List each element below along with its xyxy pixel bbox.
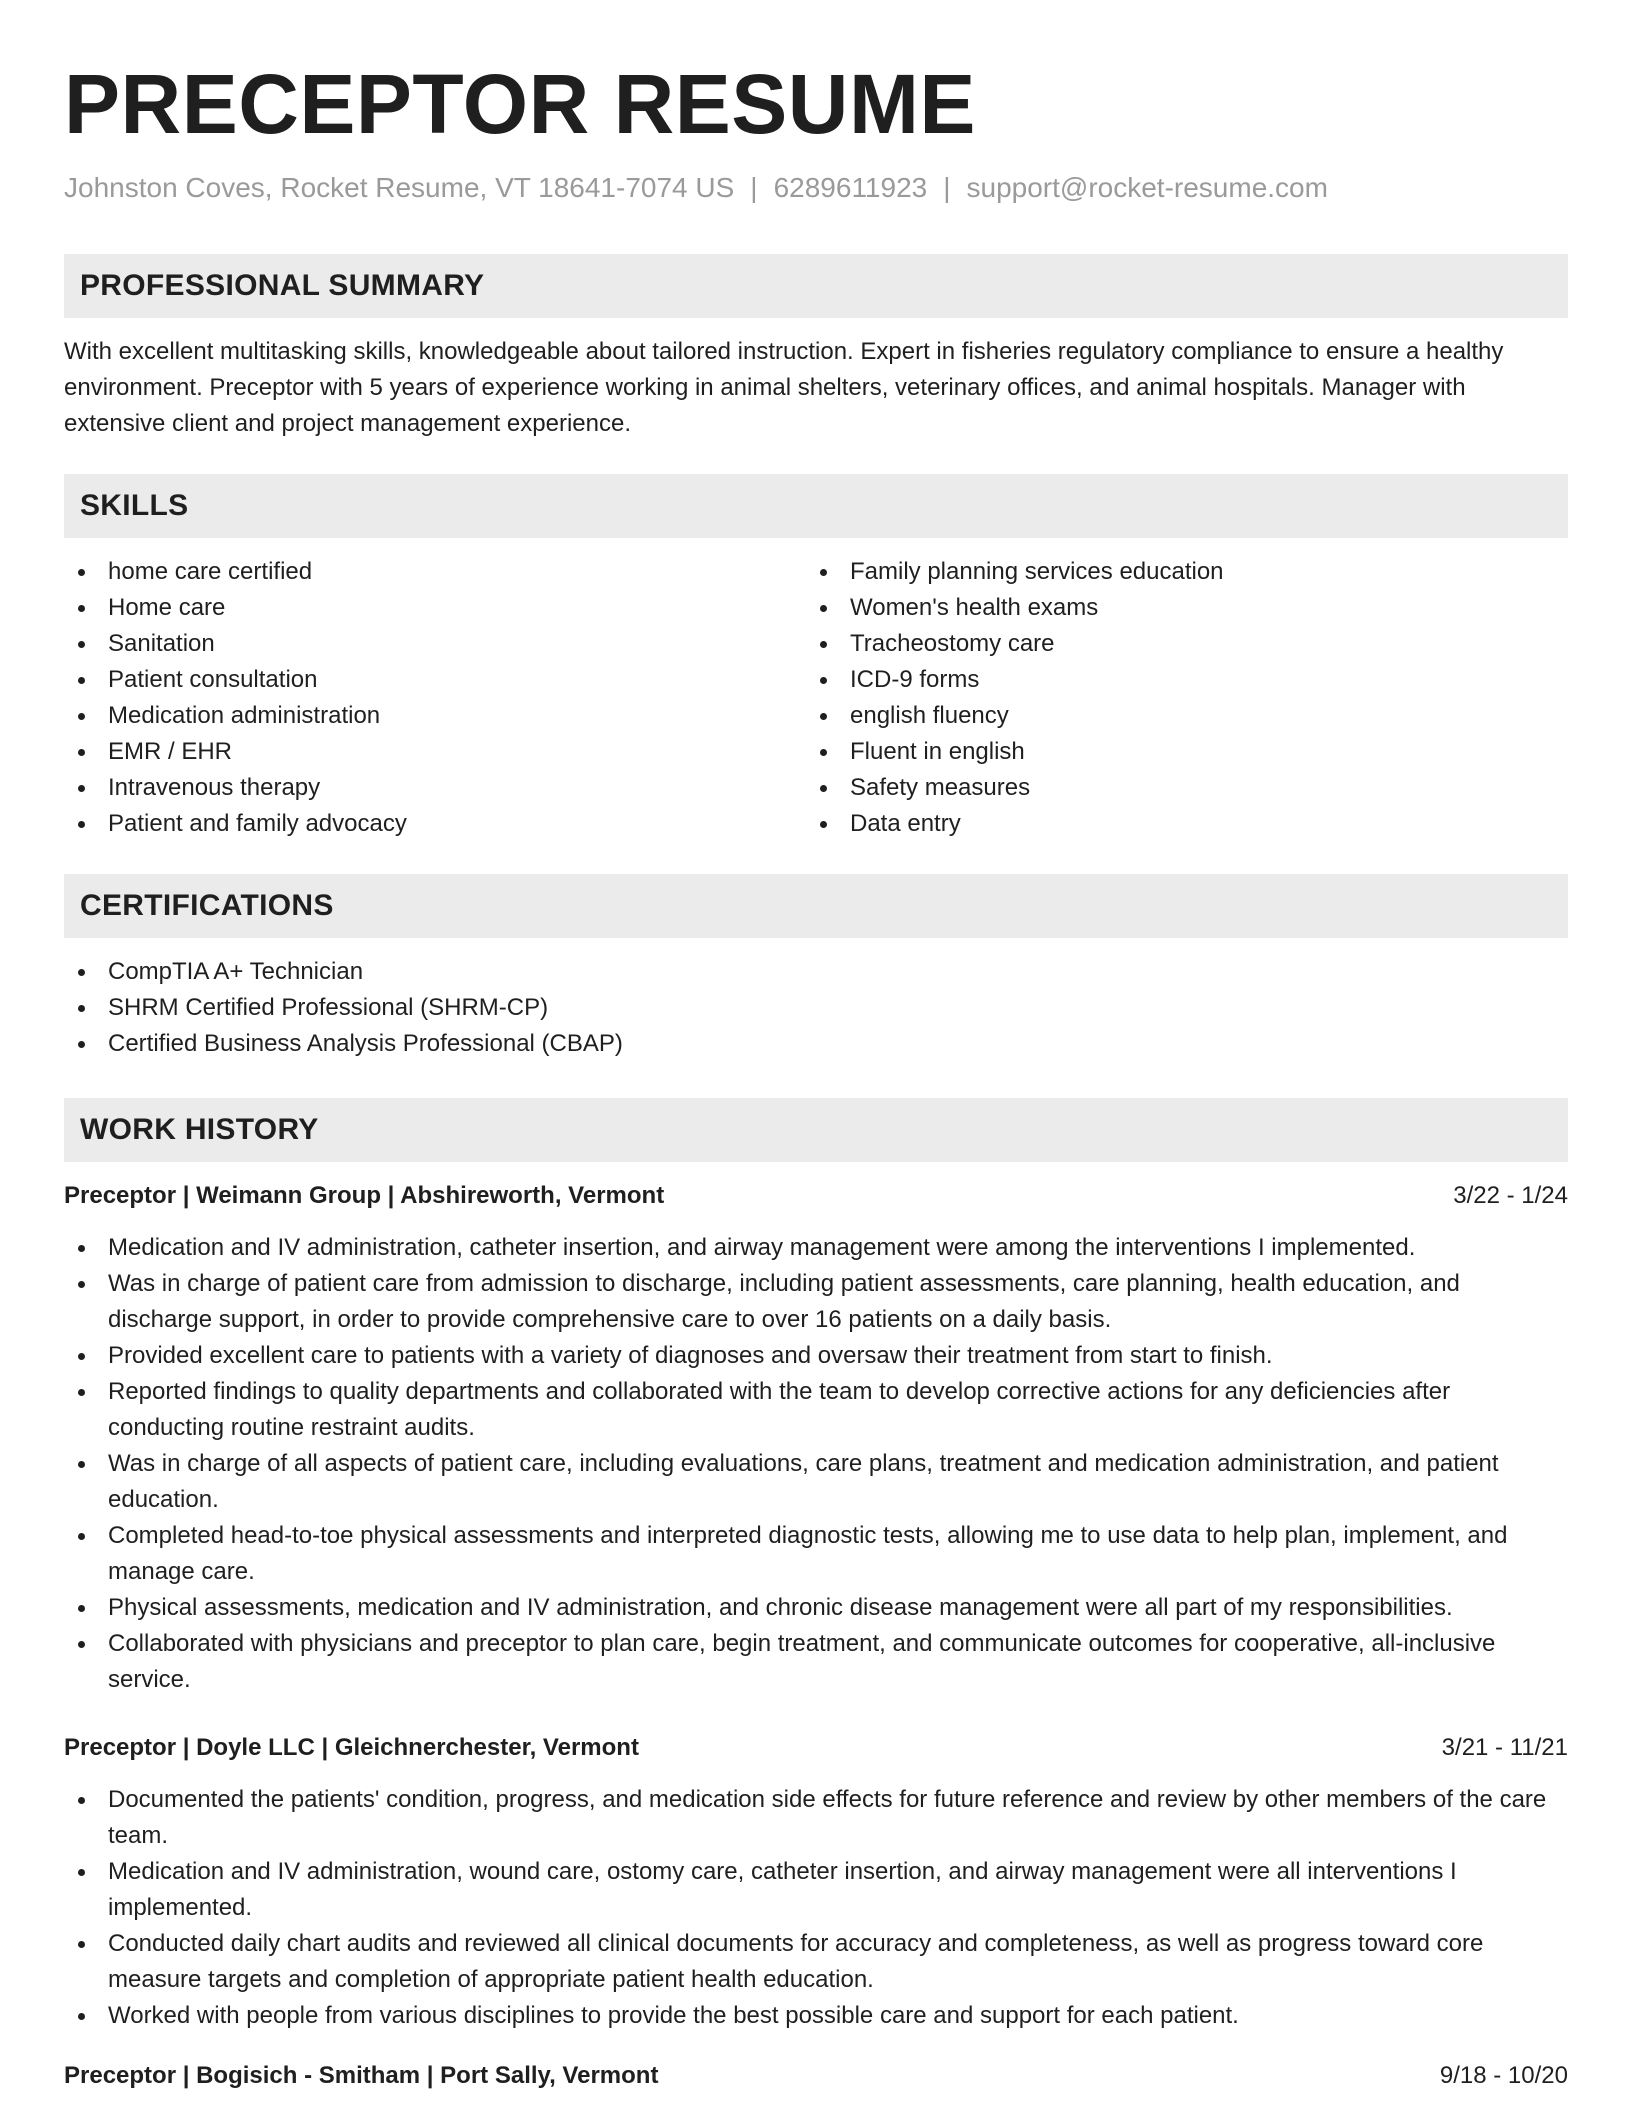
job-title: Preceptor | Bogisich - Smitham | Port Sally, Vermont [64,2062,659,2089]
skill-item: Medication administration [64,698,806,734]
contact-separator: | [943,172,951,203]
job-bullet: Worked with people from various disciplines to provide the best possible care and support for each patient. [64,1998,1568,2034]
job-bullet: Provided excellent care to patients with a variety of diagnoses and oversaw their treatment from start to finish. [64,1338,1568,1374]
job-dates: 3/22 - 1/24 [1453,1182,1568,1209]
certification-item: Certified Business Analysis Professional (CBAP) [64,1026,1568,1062]
job-title: Preceptor | Doyle LLC | Gleichnerchester, Vermont [64,1734,639,1761]
job-bullet: Medication and IV administration, catheter insertion, and airway management were among the interventions I implemented. [64,1230,1568,1266]
certification-item: CompTIA A+ Technician [64,954,1568,990]
job-heading-row [64,1178,1568,1214]
job-title: Preceptor | Weimann Group | Abshireworth, Vermont [64,1182,665,1209]
section-header-work-history: WORK HISTORY [64,1098,1568,1162]
job-heading-row [64,1730,1568,1766]
skill-item: Intravenous therapy [64,770,806,806]
contact-line [64,170,1568,206]
skills-list-left [64,554,806,842]
job-heading-row [64,2058,1568,2094]
job-bullet: Completed head-to-toe physical assessments and interpreted diagnostic tests, allowing me to use data to help plan, implement, and manage care. [64,1518,1568,1590]
job-dates: 9/18 - 10/20 [1439,2062,1568,2089]
job-bullet: Collaborated with physicians and preceptor to plan care, begin treatment, and communicate outcomes for cooperative, all-inclusive service. [64,1626,1568,1698]
skill-item: ICD-9 forms [806,662,1548,698]
skill-item: Tracheostomy care [806,626,1548,662]
job-bullet: Medication and IV administration, wound care, ostomy care, catheter insertion, and airway management were all interventions I implemented. [64,1854,1568,1926]
job-entry [64,1178,1568,1698]
skill-item: Women's health exams [806,590,1548,626]
skill-item: Family planning services education [806,554,1548,590]
job-bullet: Conducted daily chart audits and reviewed all clinical documents for accuracy and completeness, as well as progress toward core measure targets and completion of appropriate patient health education. [64,1926,1568,1998]
job-bullets [64,1230,1568,1698]
skills-grid [64,554,1568,842]
section-header-skills: SKILLS [64,474,1568,538]
certifications-list [64,954,1568,1062]
section-header-summary: PROFESSIONAL SUMMARY [64,254,1568,318]
skill-item: Home care [64,590,806,626]
contact-email: support@rocket-resume.com [966,172,1328,203]
contact-address: Johnston Coves, Rocket Resume, VT 18641-7074 US [64,172,735,203]
job-dates: 3/21 - 11/21 [1441,1734,1568,1761]
job-entry [64,1730,1568,2034]
skill-item: english fluency [806,698,1548,734]
job-bullet: Reported findings to quality departments and collaborated with the team to develop corrective actions for any deficiencies after conducting routine restraint audits. [64,1374,1568,1446]
skill-item: EMR / EHR [64,734,806,770]
skill-item: Patient and family advocacy [64,806,806,842]
certification-item: SHRM Certified Professional (SHRM-CP) [64,990,1568,1026]
skill-item: Sanitation [64,626,806,662]
skill-item: home care certified [64,554,806,590]
job-bullet: Documented the patients' condition, progress, and medication side effects for future reference and review by other members of the care team. [64,1782,1568,1854]
job-bullets [64,1782,1568,2034]
skill-item: Fluent in english [806,734,1548,770]
skill-item: Safety measures [806,770,1548,806]
section-header-certifications: CERTIFICATIONS [64,874,1568,938]
job-bullet: Physical assessments, medication and IV administration, and chronic disease management were all part of my responsibilities. [64,1590,1568,1626]
skill-item: Data entry [806,806,1548,842]
skills-list-right [806,554,1548,842]
contact-separator: | [750,172,758,203]
resume-title: PRECEPTOR RESUME [64,57,976,151]
job-entry [64,2058,1568,2094]
contact-phone: 6289611923 [773,172,928,203]
job-bullet: Was in charge of patient care from admission to discharge, including patient assessments, care planning, health education, and discharge support, in order to provide comprehensive care to over 16 patients on a daily basis. [64,1266,1568,1338]
skill-item: Patient consultation [64,662,806,698]
summary-text: With excellent multitasking skills, knowledgeable about tailored instruction. Expert in fisheries regulatory compliance to ensure a healthy environment. Preceptor with 5 years of experience working in animal shelters, veterinary offices, and animal hospitals. Manager with extensive client and project management experience. [64,338,1504,437]
job-bullet: Was in charge of all aspects of patient care, including evaluations, care plans, treatment and medication administration, and patient education. [64,1446,1568,1518]
